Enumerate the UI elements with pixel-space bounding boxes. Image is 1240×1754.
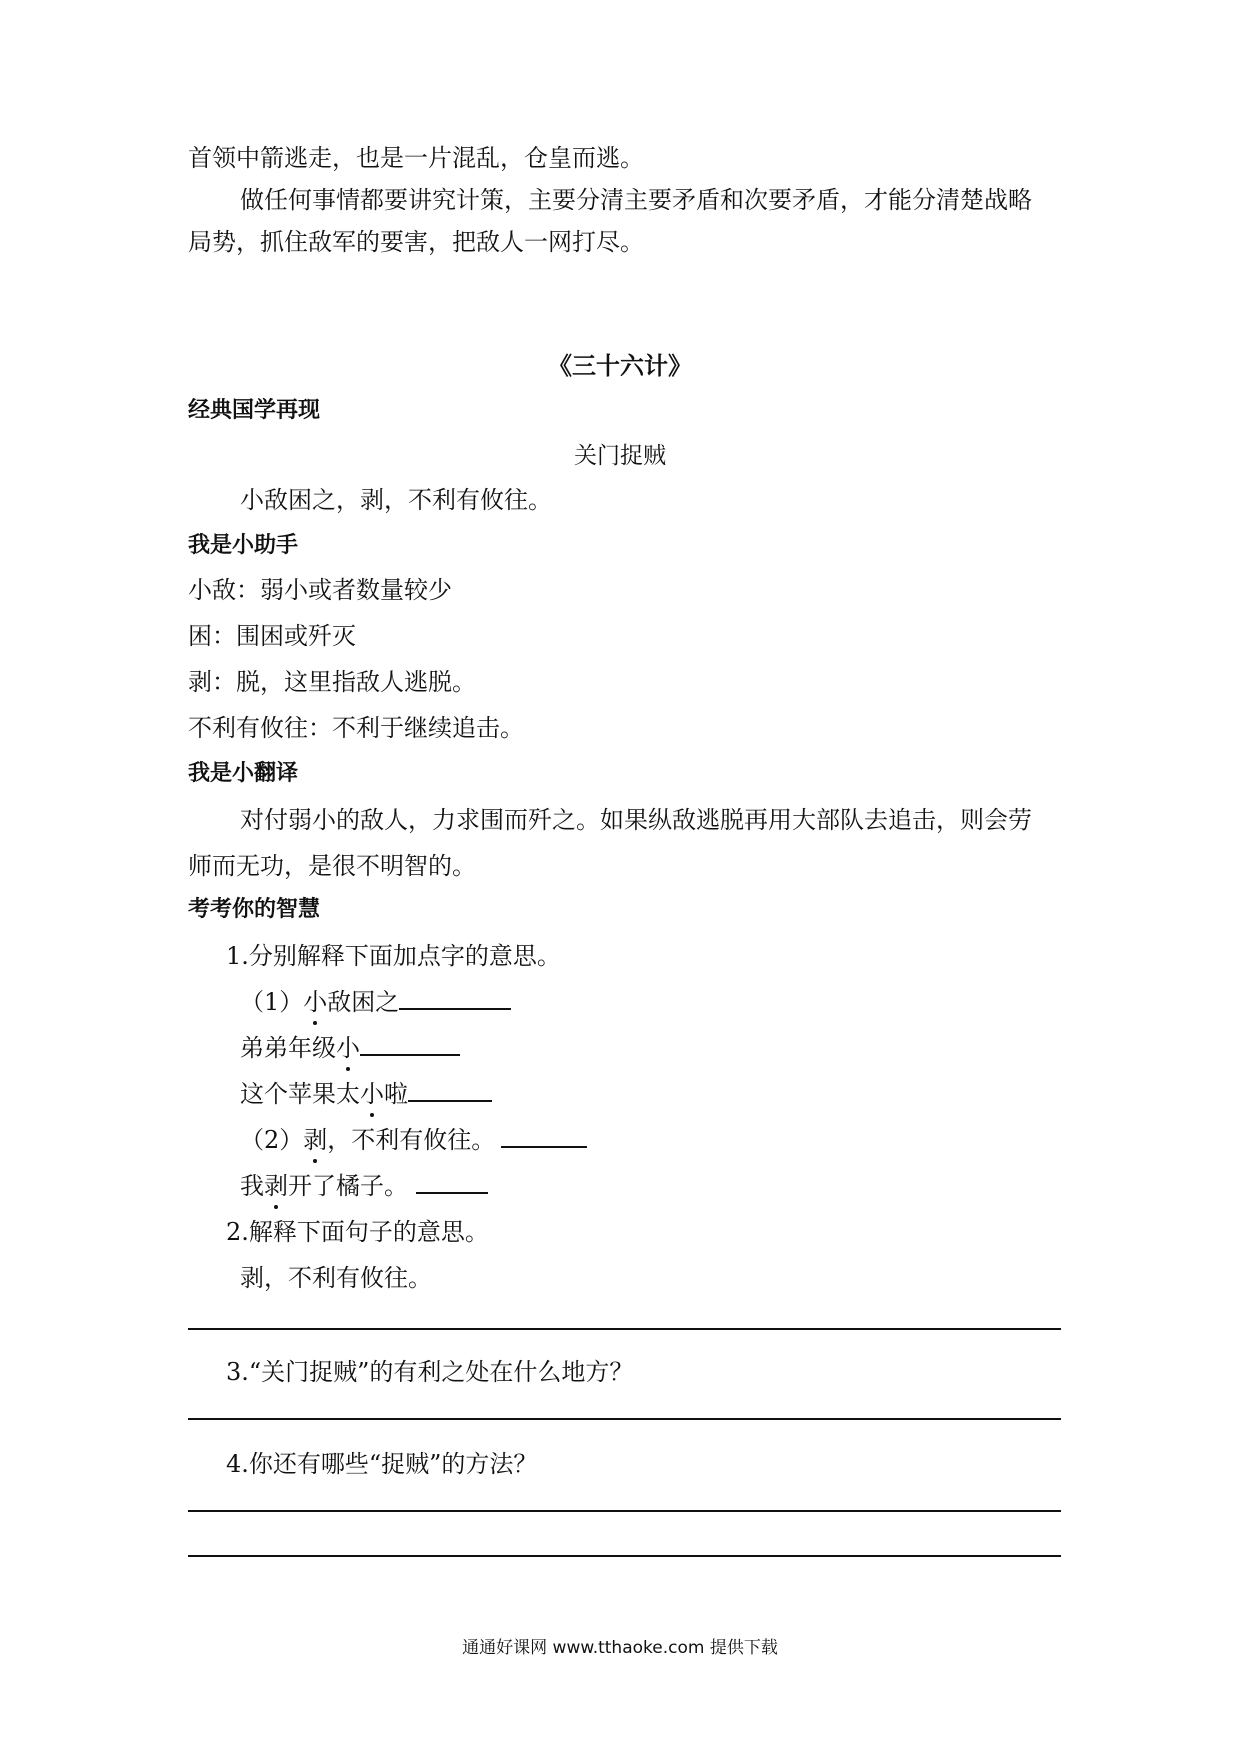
intro-line-1: 首领中箭逃走，也是一片混乱，仓皇而逃。 — [188, 144, 644, 172]
dotted-character: 小 — [360, 1080, 384, 1108]
answer-blank[interactable] — [360, 1034, 460, 1056]
section-heading-helper: 我是小助手 — [188, 533, 299, 558]
answer-blank[interactable] — [399, 988, 511, 1010]
dotted-character: 小 — [303, 988, 328, 1016]
item-text: 啦 — [384, 1080, 408, 1108]
section-heading-classic: 经典国学再现 — [188, 398, 321, 423]
item-text: 敌困之 — [327, 988, 400, 1016]
answer-blank[interactable] — [408, 1080, 492, 1102]
intro-line-2: 做任何事情都要讲究计策，主要分清主要矛盾和次要矛盾，才能分清楚战略 — [240, 186, 1032, 214]
item-text: ，不利有攸往。 — [327, 1126, 496, 1154]
translate-line-1: 对付弱小的敌人，力求围而歼之。如果纵敌逃脱再用大部队去追击，则会劳 — [240, 806, 1032, 834]
answer-line[interactable] — [188, 1328, 1061, 1330]
quiz-question-1: 1.分别解释下面加点字的意思。 — [226, 942, 561, 970]
quiz-question-2: 2.解释下面句子的意思。 — [226, 1218, 489, 1246]
quiz-item-1-5 — [240, 1170, 488, 1202]
item-text: 我 — [240, 1172, 264, 1200]
answer-line[interactable] — [188, 1510, 1061, 1512]
item-prefix: （1） — [240, 988, 304, 1016]
quiz-question-4: 4.你还有哪些“捉贼”的方法？ — [226, 1450, 538, 1478]
section-subtitle: 关门捉贼 — [574, 443, 666, 469]
translate-line-2: 师而无功，是很不明智的。 — [188, 852, 476, 880]
dotted-character: 小 — [336, 1034, 360, 1062]
answer-blank[interactable] — [501, 1126, 587, 1148]
quiz-item-1-4 — [240, 1124, 587, 1156]
dotted-character: 剥 — [303, 1126, 328, 1154]
quiz-question-2-text: 剥，不利有攸往。 — [240, 1264, 432, 1292]
classic-text: 小敌困之，剥，不利有攸往。 — [240, 486, 552, 514]
quiz-item-1-1 — [240, 986, 511, 1018]
item-text: 这个苹果太 — [240, 1080, 360, 1108]
helper-item: 小敌：弱小或者数量较少 — [188, 576, 452, 604]
helper-item: 困：围困或歼灭 — [188, 622, 356, 650]
footer-text: 通通好课网 www.tthaoke.com 提供下载 — [462, 1638, 778, 1658]
section-heading-quiz: 考考你的智慧 — [188, 897, 321, 922]
helper-item: 不利有攸往：不利于继续追击。 — [188, 714, 524, 742]
intro-line-3: 局势，抓住敌军的要害，把敌人一网打尽。 — [188, 228, 644, 256]
answer-blank[interactable] — [416, 1172, 488, 1194]
item-text: 开了橘子。 — [288, 1172, 408, 1200]
helper-item: 剥：脱，这里指敌人逃脱。 — [188, 668, 476, 696]
section-heading-translate: 我是小翻译 — [188, 761, 299, 786]
dotted-character: 剥 — [264, 1172, 288, 1200]
item-prefix: （2） — [240, 1126, 304, 1154]
item-text: 弟弟年级 — [240, 1034, 336, 1062]
quiz-item-1-2 — [240, 1032, 460, 1064]
page-title: 《三十六计》 — [548, 352, 692, 380]
answer-line[interactable] — [188, 1555, 1061, 1557]
answer-line[interactable] — [188, 1418, 1061, 1420]
quiz-question-3: 3.“关门捉贼”的有利之处在什么地方？ — [226, 1358, 634, 1386]
quiz-item-1-3 — [240, 1078, 492, 1110]
